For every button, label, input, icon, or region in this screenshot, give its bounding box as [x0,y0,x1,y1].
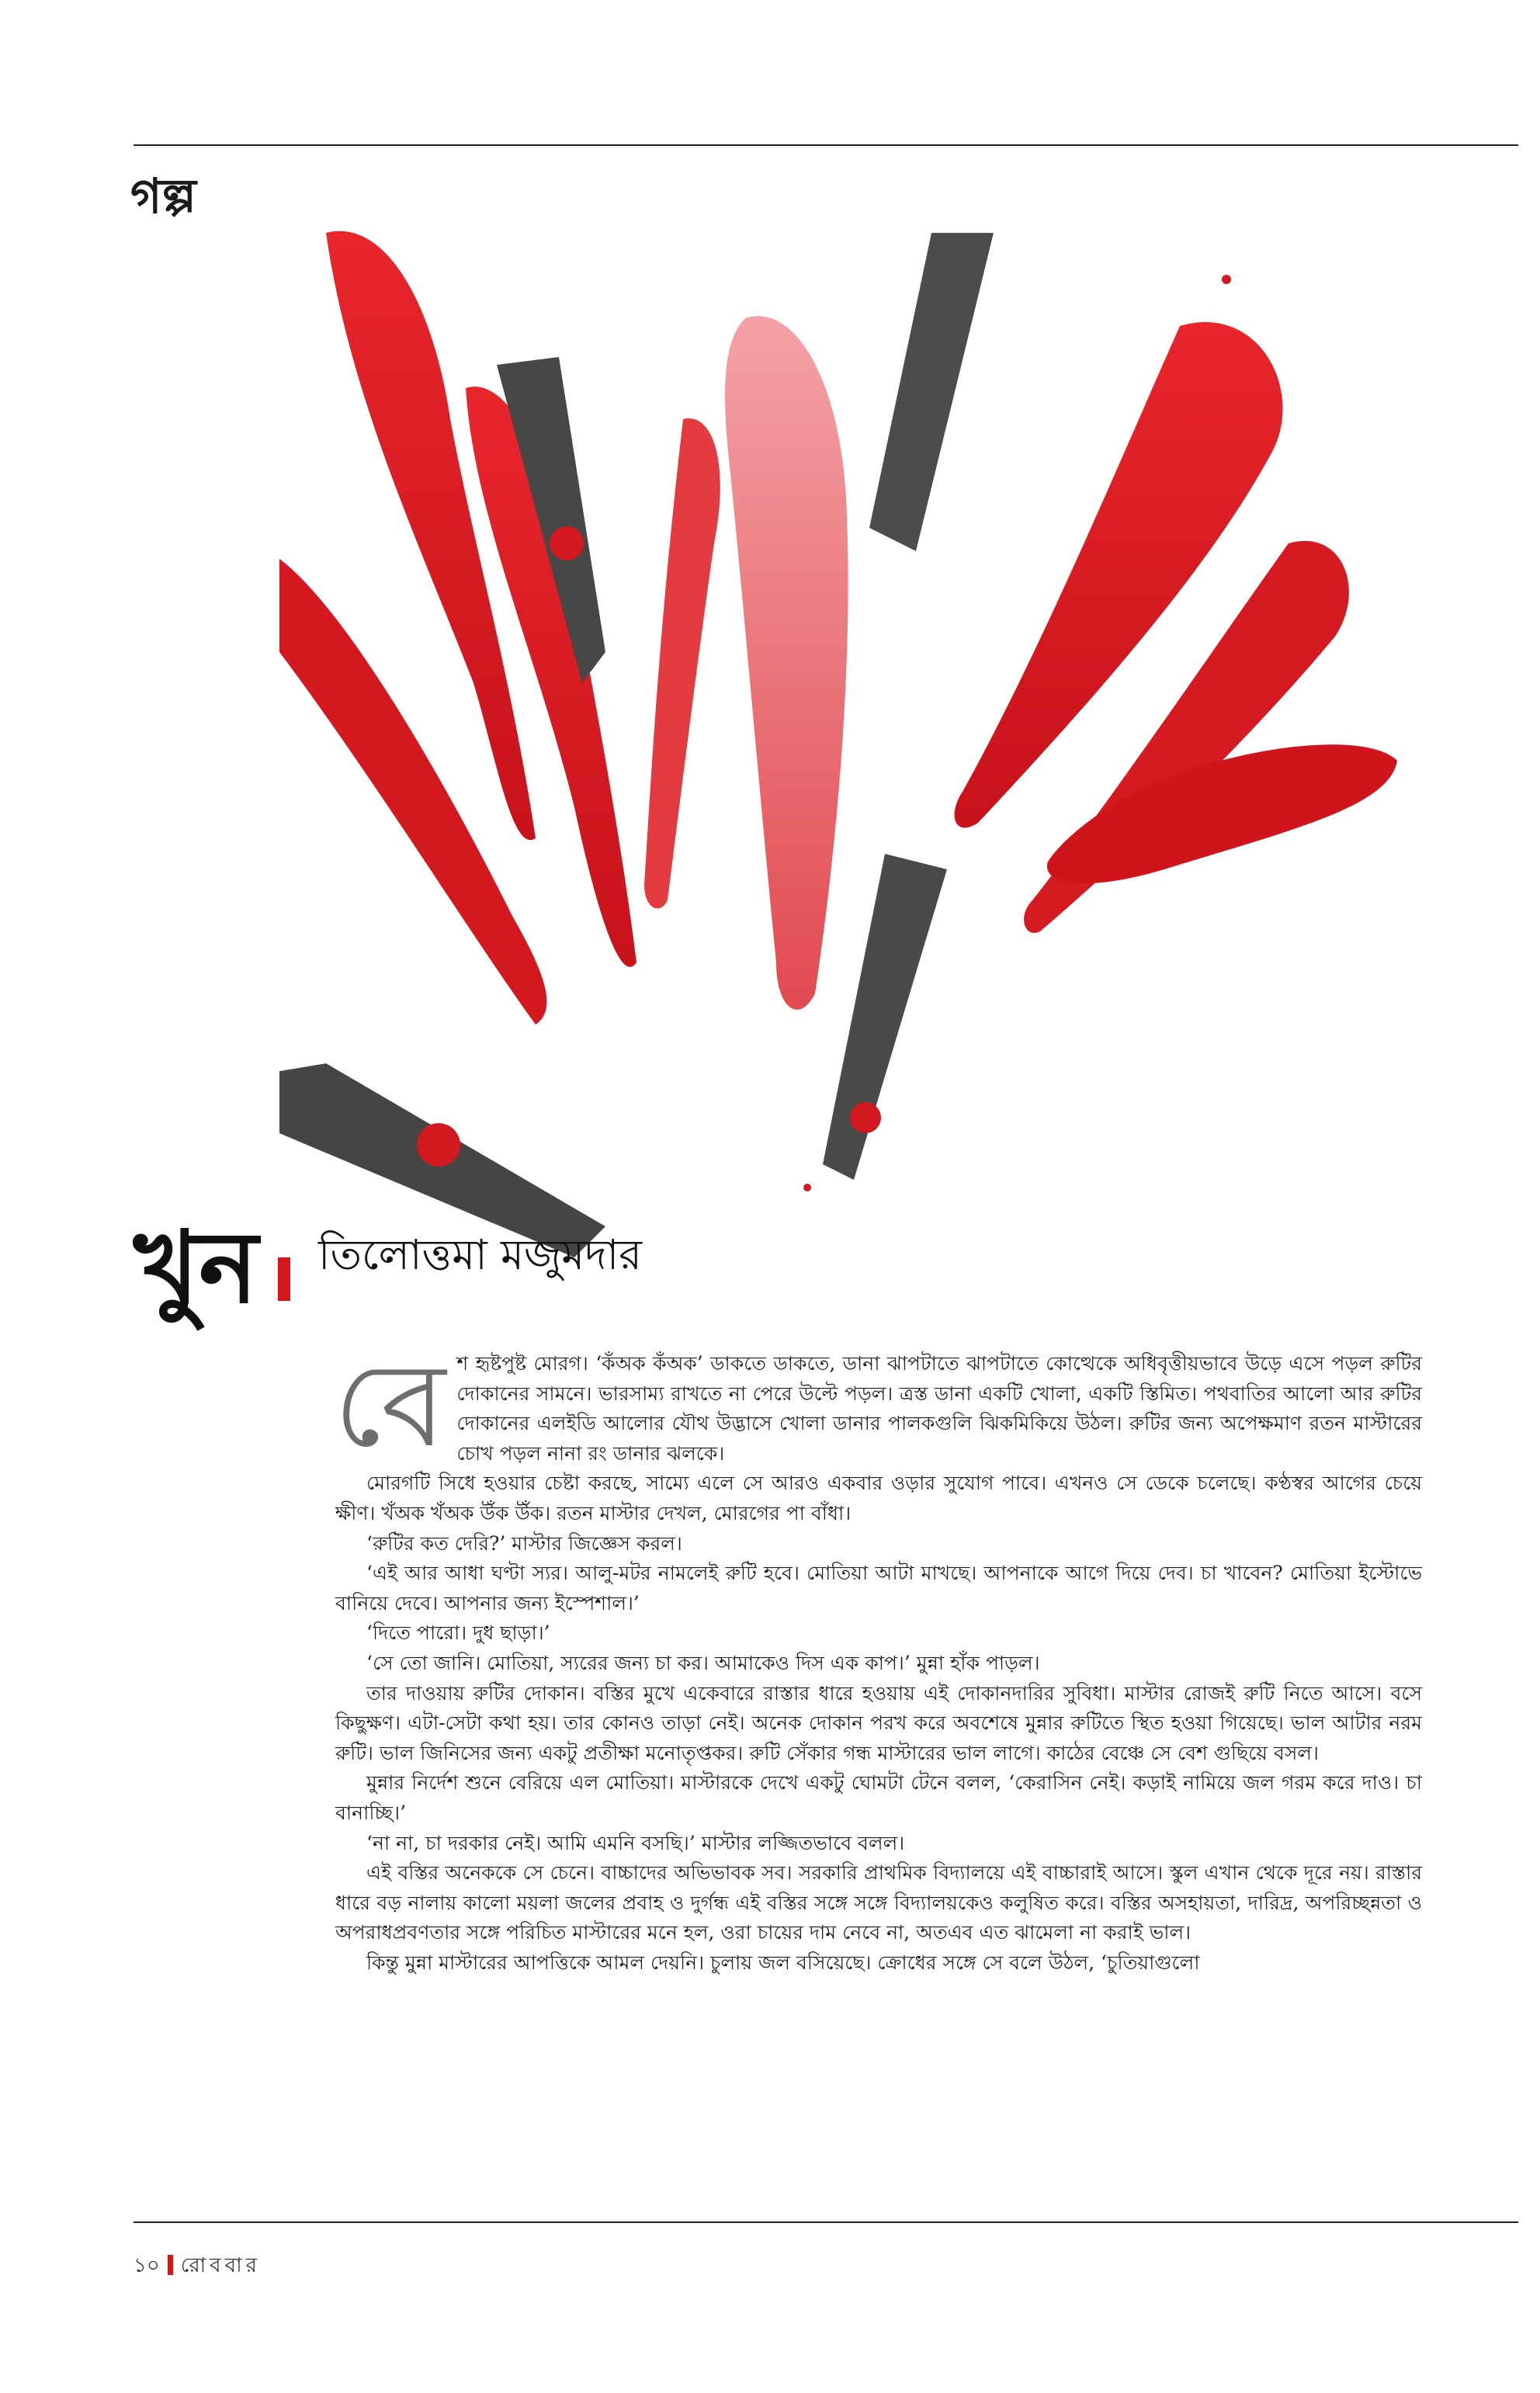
paragraph: মুন্নার নির্দেশ শুনে বেরিয়ে এল মোতিয়া। মাস্টারকে দেখে একটু ঘোমটা টেনে বলল, ‘কেরাসিন নেই। কড়াই নামিয়ে জল গরম করে দাও। চা বানাচ্ছি।’ [335,1771,1422,1824]
paragraph: ‘রুটির কত দেরি?’ মাস্টার জিজ্ঞেস করল। [366,1531,682,1555]
paragraph: মোরগটি সিধে হওয়ার চেষ্টা করছে, সাম্যে এলে সে আরও একবার ওড়ার সুযোগ পাবে। এখনও সে ডেকে চলেছে। কণ্ঠস্বর আগের চেয়ে ক্ষীণ। খঁঅক খঁঅক উঁক উঁক। রতন মাস্টার দেখল, মোরগের পা বাঁধা। [335,1472,1422,1524]
story-illustration [279,217,1397,1257]
section-label [130,168,196,224]
paragraph: কিন্তু মুন্না মাস্টারের আপত্তিকে আমল দেয়নি। চুলায় জল বসিয়েছে। ক্রোধের সঙ্গে সে বলে উঠল, ‘চুতিয়াগুলো [366,1951,1200,1974]
paragraph-text: শ হৃষ্টপুষ্ট মোরগ। ‘কঁঅক কঁঅক’ ডাকতে ডাকতে, ডানা ঝাপটাতে ঝাপটাতে কোত্থেকে অধিবৃত্তীয়ভাবে উড়ে এসে পড়ল রুটির দোকানের সামনে। ভারসাম্য রাখতে না পেরে উল্টে পড়ল। ত্রস্ত ডানা একটি খোলা, একটি স্তিমিত। পথবাতির আলো আর রুটির দোকানের এলইডি আলোর যৌথ উদ্ভাসে খোলা ডানার পালকগুলি ঝিকমিকিয়ে উঠল। রুটির জন্য অপেক্ষমাণ রতন মাস্টারের চোখ পড়ল নানা রং ডানার ঝলকে। [456,1352,1422,1465]
blood-drop-1 [550,526,584,560]
page-footer [134,2249,261,2284]
drop-cap: বে [334,1338,446,1473]
story-body [334,1338,1422,1978]
brushstroke-red-4 [955,322,1283,828]
paragraph [334,1338,1422,1473]
paragraph: ‘দিতে পারো। দুধ ছাড়া।’ [366,1621,550,1645]
author-name: তিলোত্তমা মজুমদার [318,1230,643,1279]
footer-separator-bar [168,2255,173,2275]
knife-blade-4 [823,854,947,1180]
paragraph: ‘এই আর আধা ঘণ্টা স্যর। আলু-মটর নামলেই রুটি হবে। মোতিয়া আটা মাখছে। আপনাকে আগে দিয়ে দেব। চা খাবেন? মোতিয়া ইস্টোভে বানিয়ে দেবে। আপনার জন্য ইস্পেশাল।’ [335,1562,1422,1614]
paragraph: এই বস্তির অনেককে সে চেনে। বাচ্চাদের অভিভাবক সব। সরকারি প্রাথমিক বিদ্যালয়ে এই বাচ্চারাই আসে। স্কুল এখান থেকে দূরে নয়। রাস্তার ধারে বড় নালায় কালো ময়লা জলের প্রবাহ ও দুর্গন্ধ এই বস্তির সঙ্গে সঙ্গে বিদ্যালয়কেও কলুষিত করে। বস্তির অসহায়তা, দারিদ্র, অপরিচ্ছন্নতা ও অপরাধপ্রবণতার সঙ্গে পরিচিত মাস্টারের মনে হল, ওরা চায়ের দাম নেবে না, অতএব এত ঝামেলা না করাই ভাল। [335,1861,1422,1944]
page-number: ১০ [134,2254,160,2277]
title-separator-bar [278,1257,290,1301]
brushstroke-pink-center [725,316,848,1010]
illustration-svg [279,217,1397,1257]
blood-drop-3 [850,1102,881,1133]
blood-drop-5 [803,1184,811,1191]
blood-drop-4 [1222,275,1231,284]
story-title: খুন [134,1210,258,1326]
brushstroke-red-7 [644,418,720,908]
paragraph: তার দাওয়ায় রুটির দোকান। বস্তির মুখে একেবারে রাস্তার ধারে হওয়ায় এই দোকানদারির সুবিধা। মাস্টার রোজই রুটি নিতে আসে। বসে কিছুক্ষণ। এটা-সেটা কথা হয়। তার কোনও তাড়া নেই। অনেক দোকান পরখ করে অবশেষে মুন্নার রুটিতে স্থিত হওয়া গিয়েছে। ভাল আটার নরম রুটি। ভাল জিনিসের জন্য একটু প্রতীক্ষা মনোতৃপ্তকর। রুটি সেঁকার গন্ধ মাস্টারের ভাল লাগে। কাঠের বেঞ্চে সে বেশ গুছিয়ে বসল। [335,1681,1422,1764]
magazine-name: রোববার [180,2254,261,2277]
top-rule [134,144,1518,146]
knife-blade-2 [869,233,994,551]
paragraph: ‘না না, চা দরকার নেই। আমি এমনি বসছি।’ মাস্টার লজ্জিতভাবে বলল। [366,1831,905,1854]
blood-drop-2 [417,1123,460,1167]
bottom-rule [134,2221,1518,2223]
brushstroke-red-6 [1047,744,1397,883]
paragraph: ‘সে তো জানি। মোতিয়া, স্যরের জন্য চা কর। আমাকেও দিস এক কাপ।’ মুন্না হাঁক পাড়ল। [366,1651,1040,1674]
section-label-main: গল্ [130,168,196,224]
